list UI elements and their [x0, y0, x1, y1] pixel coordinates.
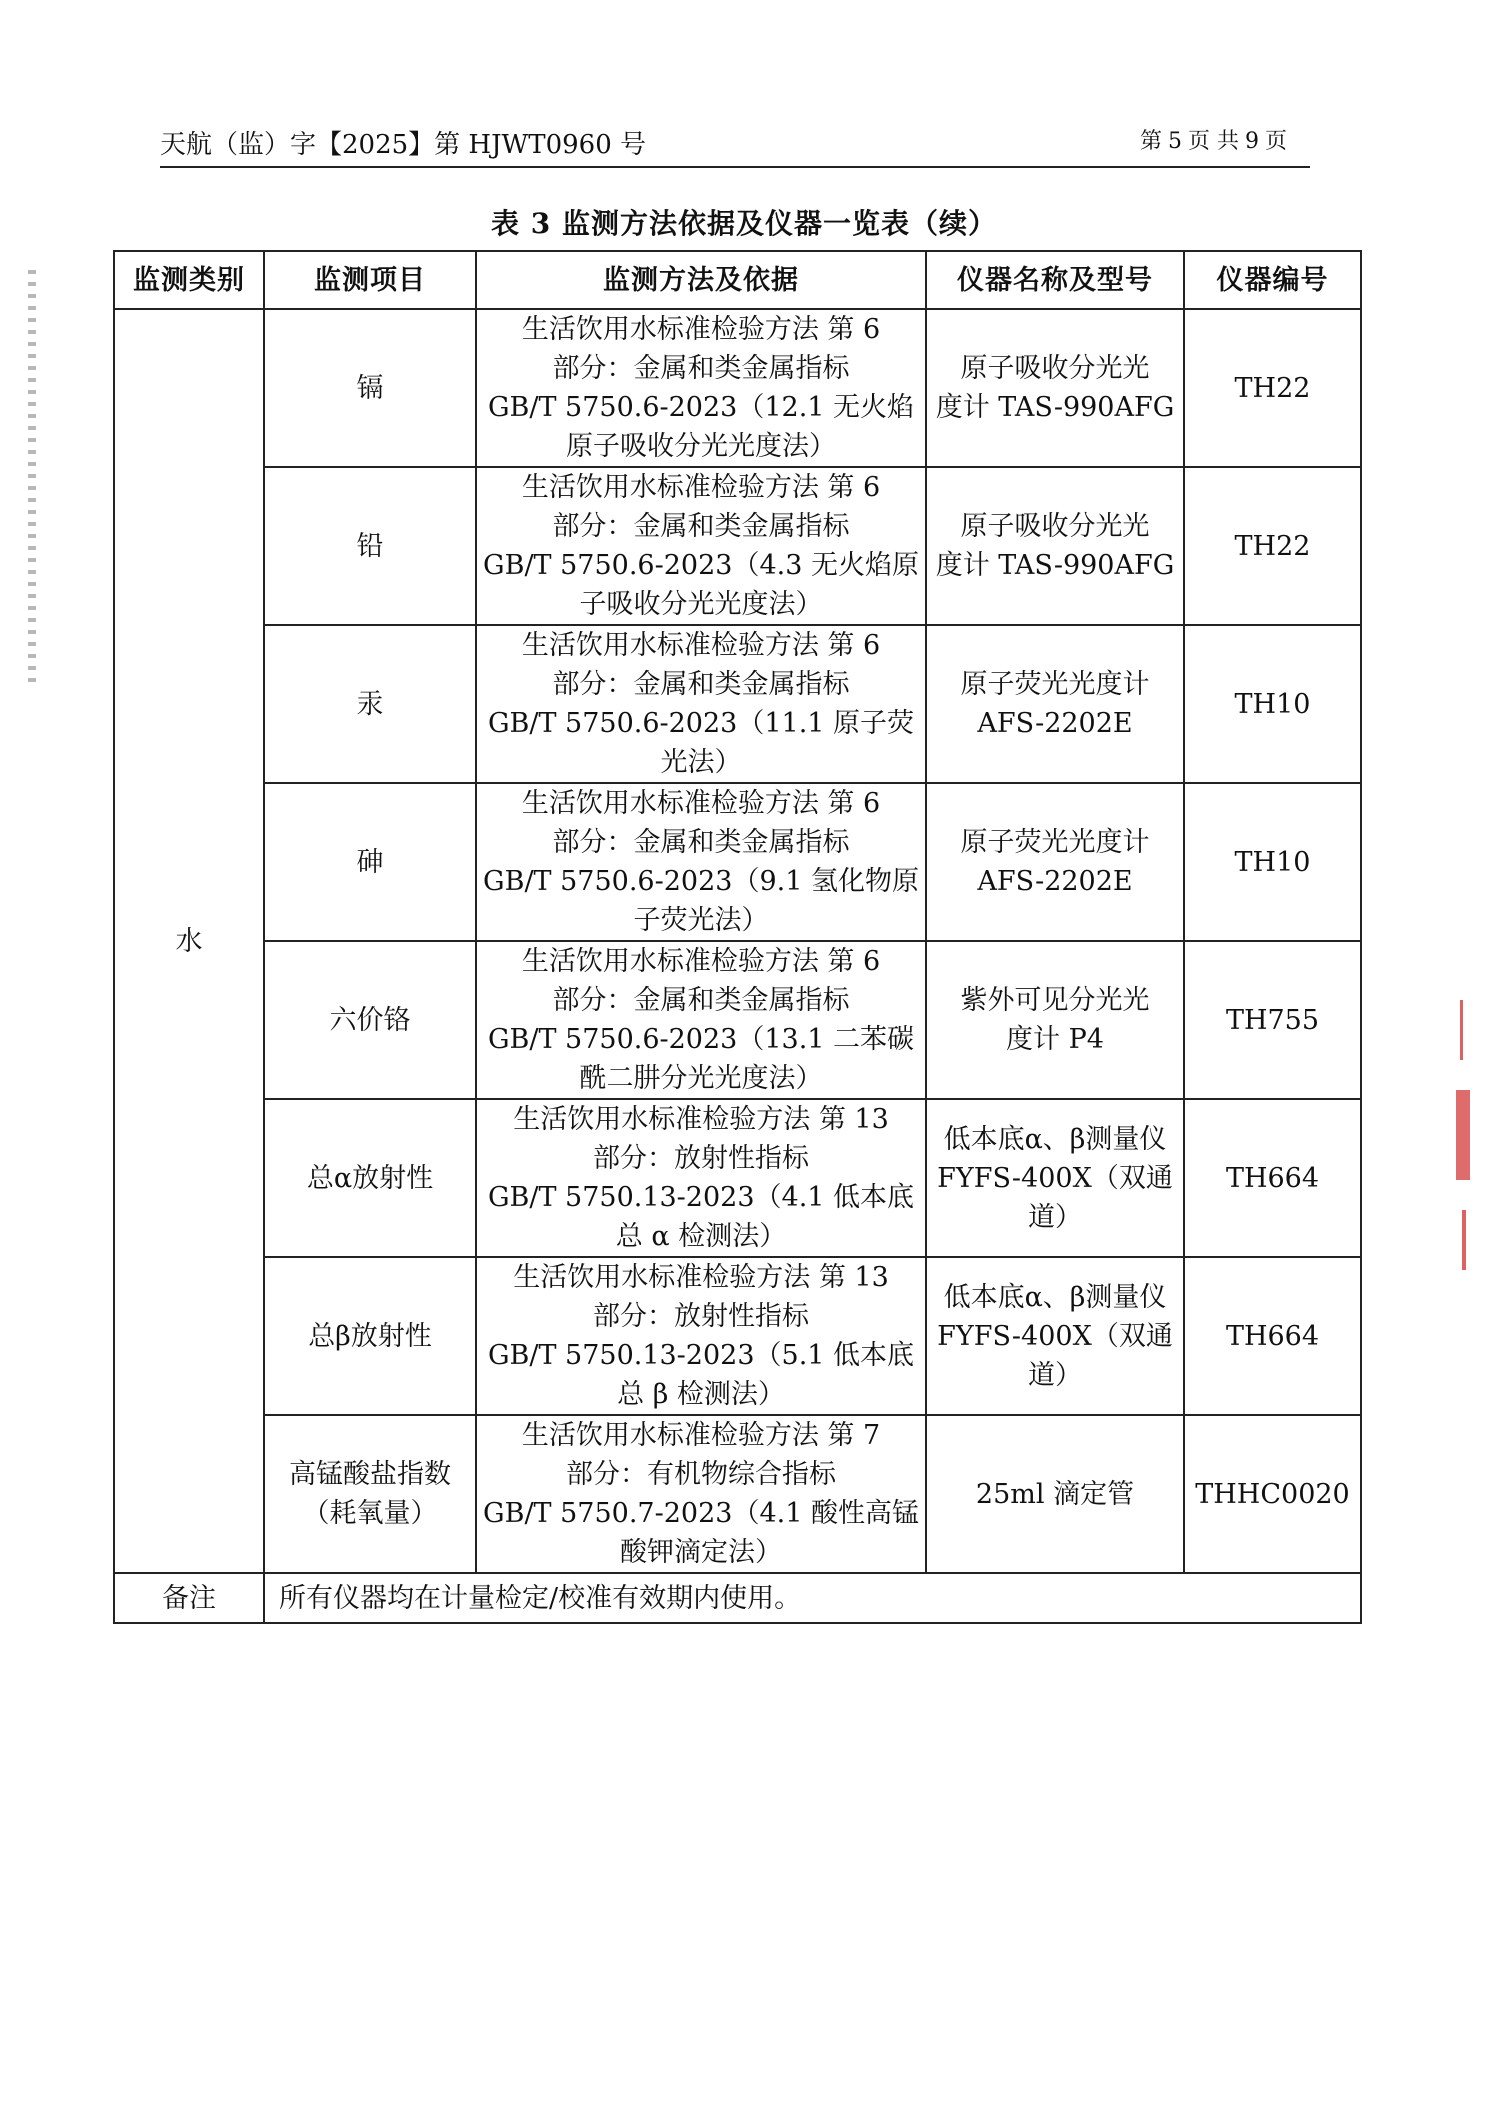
instrument-line: 度计 TAS-990AFG [935, 550, 1175, 581]
instrument-line: 低本底α、β测量仪 [943, 1123, 1167, 1155]
instrument-cell [926, 941, 1184, 1099]
item-line: 高锰酸盐指数 [289, 1459, 451, 1490]
col-header-number: 仪器编号 [1184, 251, 1361, 309]
method-line: GB/T 5750.13-2023（5.1 低本底 [487, 1340, 915, 1371]
method-line: 部分：有机物综合指标 [566, 1459, 836, 1490]
number-cell: THHC0020 [1184, 1415, 1361, 1573]
table-row [114, 941, 1361, 1099]
method-cell [476, 1099, 926, 1257]
item-line: 铅 [356, 530, 384, 562]
number-cell: TH10 [1184, 625, 1361, 783]
method-line: 生活饮用水标准检验方法 第 6 [521, 472, 881, 503]
item-line: 汞 [356, 688, 384, 720]
col-header-method: 监测方法及依据 [476, 251, 926, 309]
col-header-instrument: 仪器名称及型号 [926, 251, 1184, 309]
item-cell [264, 783, 476, 941]
method-line: GB/T 5750.13-2023（4.1 低本底 [487, 1182, 915, 1213]
method-line: GB/T 5750.6-2023（11.1 原子荧 [487, 708, 915, 739]
table-row [114, 625, 1361, 783]
instrument-cell [926, 1415, 1184, 1573]
number-cell: TH664 [1184, 1257, 1361, 1415]
method-line: 生活饮用水标准检验方法 第 7 [521, 1420, 881, 1451]
method-line: 生活饮用水标准检验方法 第 6 [521, 788, 881, 819]
table-row [114, 1257, 1361, 1415]
method-line: 生活饮用水标准检验方法 第 13 [513, 1104, 889, 1135]
method-line: 总 α 检测法） [615, 1221, 787, 1252]
method-cell [476, 941, 926, 1099]
number-cell: TH10 [1184, 783, 1361, 941]
instrument-cell [926, 467, 1184, 625]
instrument-line: 25ml 滴定管 [975, 1478, 1135, 1510]
item-line: 砷 [356, 846, 384, 878]
instrument-line: 原子荧光光度计 [960, 827, 1150, 858]
table-row [114, 1415, 1361, 1573]
method-line: 部分：放射性指标 [593, 1143, 809, 1174]
method-line: 部分：金属和类金属指标 [552, 827, 850, 858]
method-line: 部分：金属和类金属指标 [552, 353, 850, 384]
method-line: GB/T 5750.6-2023（4.3 无火焰原 [483, 550, 919, 581]
category-cell: 水 [114, 309, 264, 1573]
instrument-cell [926, 783, 1184, 941]
table-row [114, 309, 1361, 467]
instrument-cell [926, 309, 1184, 467]
instrument-line: 紫外可见分光光 [960, 985, 1150, 1016]
instrument-line: AFS-2202E [977, 708, 1133, 739]
instrument-cell [926, 1257, 1184, 1415]
item-line: 六价铬 [329, 1004, 411, 1036]
instrument-line: 道） [1028, 1201, 1082, 1233]
instrument-line: 原子吸收分光光 [960, 511, 1150, 542]
table-row [114, 783, 1361, 941]
method-cell [476, 783, 926, 941]
table-body [114, 309, 1361, 1623]
page-current: 5 [1167, 129, 1182, 154]
table-title: 表 3 监测方法依据及仪器一览表（续） [491, 207, 997, 240]
page-total: 9 [1244, 129, 1259, 154]
col-header-category: 监测类别 [114, 251, 264, 309]
method-line: 总 β 检测法） [617, 1379, 785, 1410]
item-cell [264, 467, 476, 625]
method-cell [476, 625, 926, 783]
instrument-line: 低本底α、β测量仪 [943, 1281, 1167, 1313]
page-header [160, 118, 1310, 168]
method-line: 子吸收分光光度法） [579, 589, 823, 620]
method-line: GB/T 5750.6-2023（13.1 二苯碳 [487, 1024, 915, 1055]
instrument-line: AFS-2202E [977, 866, 1133, 897]
method-line: 部分：金属和类金属指标 [552, 985, 850, 1016]
instrument-line: 原子荧光光度计 [960, 669, 1150, 700]
item-cell [264, 1415, 476, 1573]
method-line: 生活饮用水标准检验方法 第 6 [521, 946, 881, 977]
scan-edge-mark [28, 270, 36, 690]
number-cell: TH664 [1184, 1099, 1361, 1257]
col-header-item: 监测项目 [264, 251, 476, 309]
instrument-cell [926, 625, 1184, 783]
remark-text: 所有仪器均在计量检定/校准有效期内使用。 [264, 1573, 1361, 1623]
remark-label: 备注 [114, 1573, 264, 1623]
instrument-line: 度计 TAS-990AFG [935, 392, 1175, 423]
item-cell [264, 1099, 476, 1257]
method-cell [476, 1415, 926, 1573]
method-line: 部分：放射性指标 [593, 1301, 809, 1332]
method-line: 酰二肼分光光度法） [579, 1063, 823, 1094]
method-line: 生活饮用水标准检验方法 第 13 [513, 1262, 889, 1293]
number-cell: TH22 [1184, 309, 1361, 467]
item-cell [264, 309, 476, 467]
instrument-line: 道） [1028, 1359, 1082, 1391]
doc-number: 天航（监）字【2025】第 HJWT0960 号 [160, 130, 647, 160]
item-line: （耗氧量） [302, 1498, 438, 1529]
instrument-line: FYFS-400X（双通 [937, 1162, 1173, 1194]
method-line: GB/T 5750.7-2023（4.1 酸性高锰 [483, 1498, 919, 1529]
item-line: 镉 [356, 372, 384, 404]
method-instrument-table [113, 250, 1362, 1624]
method-line: GB/T 5750.6-2023（9.1 氢化物原 [483, 866, 919, 897]
method-line: GB/T 5750.6-2023（12.1 无火焰 [487, 392, 915, 423]
item-cell [264, 941, 476, 1099]
method-line: 生活饮用水标准检验方法 第 6 [521, 314, 881, 345]
item-cell [264, 625, 476, 783]
method-line: 酸钾滴定法） [620, 1537, 782, 1568]
method-cell [476, 1257, 926, 1415]
instrument-line: 原子吸收分光光 [960, 353, 1150, 384]
instrument-line: FYFS-400X（双通 [937, 1320, 1173, 1352]
number-cell: TH22 [1184, 467, 1361, 625]
method-line: 部分：金属和类金属指标 [552, 511, 850, 542]
remark-row [114, 1573, 1361, 1623]
method-cell [476, 467, 926, 625]
item-cell [264, 1257, 476, 1415]
item-line: 总β放射性 [308, 1320, 432, 1352]
number-cell: TH755 [1184, 941, 1361, 1099]
instrument-cell [926, 1099, 1184, 1257]
item-line: 总α放射性 [306, 1162, 434, 1194]
instrument-line: 度计 P4 [1006, 1024, 1104, 1055]
method-line: 子荧光法） [633, 905, 769, 936]
table-row [114, 1099, 1361, 1257]
table-row [114, 467, 1361, 625]
method-line: 光法） [660, 747, 742, 778]
method-cell [476, 309, 926, 467]
page-indicator: 第 5 页 共 9 页 [1139, 129, 1287, 154]
method-line: 生活饮用水标准检验方法 第 6 [521, 630, 881, 661]
method-line: 原子吸收分光光度法） [566, 431, 836, 462]
table-header-row [114, 251, 1361, 309]
red-stamp-fragment [1454, 1000, 1474, 1300]
method-line: 部分：金属和类金属指标 [552, 669, 850, 700]
